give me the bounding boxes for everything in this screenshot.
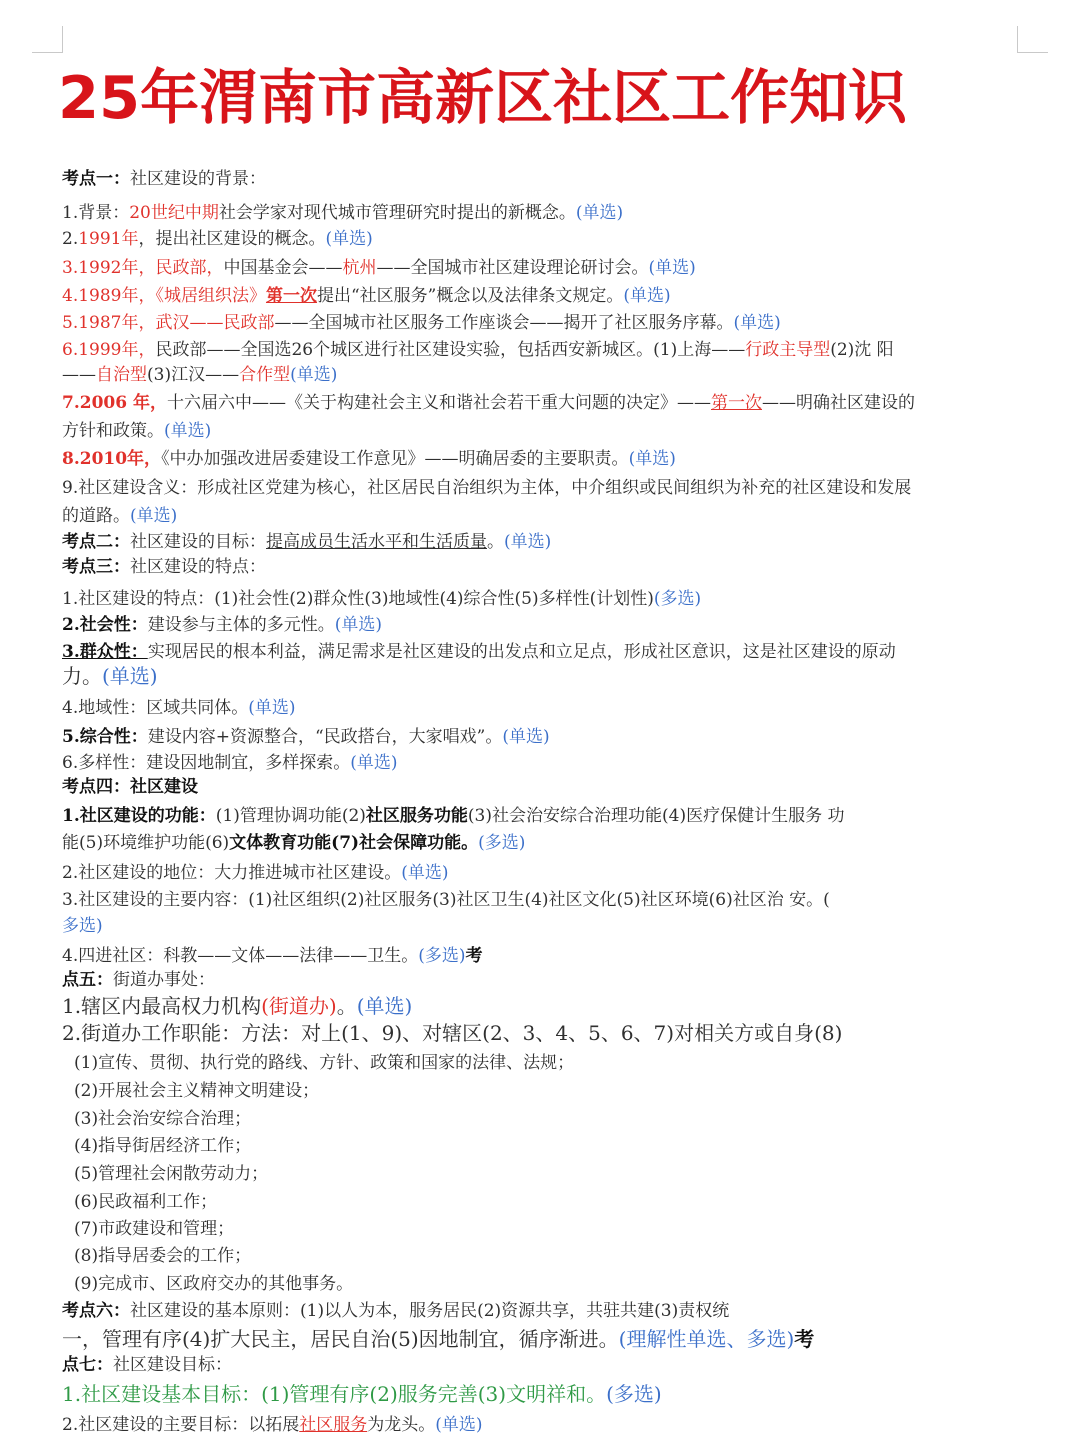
- point-4-4: [62, 943, 1012, 969]
- text: 十六届六中——《关于构建社会主义和谐社会若干重大问题的决定》——: [166, 393, 711, 413]
- text: 民政部——全国选26个城区进行社区建设实验，包括西安新城区。(1)上海——: [155, 340, 746, 360]
- point-1-3: [62, 255, 1012, 281]
- point-3-2: [62, 612, 1012, 638]
- page-corner-mark-right: [1017, 26, 1048, 53]
- section-label: 考点三：: [62, 557, 130, 577]
- point-1-1: [62, 200, 1012, 226]
- section-label: 点七：: [62, 1355, 113, 1375]
- point-4-3-cont: [62, 913, 1012, 939]
- text: (2)沈 阳: [830, 340, 894, 360]
- duty-item: (9)完成市、区政府交办的其他事务。: [74, 1274, 354, 1294]
- tag-single: (单选): [290, 365, 338, 385]
- section-6-cont: [62, 1326, 1012, 1352]
- point-5-1: [62, 993, 1012, 1019]
- section-text: 社区建设的基本原则：(1)以人为本，服务居民(2)资源共享，共驻共建(3)责权统: [130, 1301, 730, 1321]
- text: 2.社区建设的地位：大力推进城市社区建设。: [62, 863, 402, 883]
- highlight: (街道办): [261, 994, 337, 1018]
- point-4-1-cont: [62, 830, 1012, 856]
- tag-single: (单选): [248, 698, 296, 718]
- highlight: 20世纪中期: [129, 203, 219, 223]
- highlight: 3.1992年，民政部，: [62, 258, 224, 278]
- highlight: 自治型: [96, 365, 147, 385]
- highlight: 社区服务: [299, 1415, 368, 1435]
- emphasis: 7.2006 年，: [62, 393, 167, 413]
- text: 能(5)环境维护功能(6): [62, 833, 230, 853]
- highlight: 5.1987年，武汉——民政部: [62, 313, 275, 333]
- term: 1.社区建设的功能：: [62, 806, 216, 826]
- duty-item: (4)指导街居经济工作；: [74, 1136, 252, 1156]
- text: 的道路。: [62, 506, 130, 526]
- section-label: 考点二：: [62, 532, 130, 552]
- tag-single: (单选): [435, 1415, 483, 1435]
- point-1-4: [62, 283, 1012, 309]
- text: 3.社区建设的主要内容：(1)社区组织(2)社区服务(3)社区卫生(4)社区文化(5)社区环境(6)社区治 安。(: [62, 890, 830, 910]
- text: 方针和政策。: [62, 421, 164, 441]
- highlight: 合作型: [239, 365, 291, 385]
- duty-item: (3)社会治安综合治理；: [74, 1109, 252, 1129]
- text: 建设参与主体的多元性。: [147, 615, 335, 635]
- point-4-1: [62, 803, 1012, 829]
- text: (3)江汉——: [147, 365, 240, 385]
- tag-single: (单选): [325, 229, 373, 249]
- page-corner-mark-left: [32, 26, 63, 53]
- tag-single: (单选): [130, 506, 178, 526]
- tag-single: (单选): [502, 727, 550, 747]
- tag-multi: 多选): [62, 916, 103, 936]
- tag-single: (单选): [350, 753, 398, 773]
- term: 5.综合性：: [62, 727, 148, 747]
- term: 社区服务功能: [365, 806, 468, 826]
- text: 社会学家对现代城市管理研究时提出的新概念。: [218, 203, 576, 223]
- tag-single: (单选): [164, 421, 212, 441]
- emphasis: 第一次: [265, 286, 317, 306]
- term: 3.群众性：: [62, 642, 148, 662]
- duty-item: (7)市政建设和管理；: [74, 1219, 235, 1239]
- text: 2.: [62, 229, 79, 249]
- emphasis: 8.2010年，: [62, 449, 162, 469]
- point-1-6-cont: [62, 362, 1012, 388]
- text: 2.街道办工作职能：方法：对上(1、9)、对辖区(2、3、4、5、6、7)对相关方或自身(8): [62, 1021, 843, 1045]
- section-5-heading: [62, 967, 1012, 993]
- text: 1.背景：: [62, 203, 130, 223]
- text: 为龙头。: [367, 1415, 436, 1435]
- section-2-heading: [62, 529, 1012, 555]
- highlight: 杭州: [342, 258, 377, 278]
- tag-single: (单选): [648, 258, 696, 278]
- tag-understanding: (理解性单选、多选): [618, 1327, 795, 1351]
- point-3-4: [62, 695, 1012, 721]
- green-highlight: 1.社区建设基本目标：(1)管理有序(2)服务完善(3)文明祥和。: [62, 1382, 607, 1406]
- section-label: 考点六：: [62, 1301, 130, 1321]
- point-3-5: [62, 724, 1012, 750]
- section-label: 考点四：社区建设: [62, 777, 198, 797]
- highlight: 行政主导型: [745, 340, 831, 360]
- highlight: 6.1999年，: [62, 340, 156, 360]
- section-label: 考点一：: [62, 169, 130, 189]
- text: 9.社区建设含义：形成社区党建为核心，社区居民自治组织为主体，中介组织或民间组织为补充的社区建设和发展: [62, 478, 912, 498]
- text: 1.辖区内最高权力机构: [62, 994, 262, 1018]
- text: 4.地域性：区域共同体。: [62, 698, 249, 718]
- point-1-9-cont: [62, 503, 1012, 529]
- tag-single: (单选): [401, 863, 449, 883]
- text: 1.社区建设的特点：(1)社会性(2)群众性(3)地域性(4)综合性(5)多样性(计划性): [62, 589, 654, 609]
- tag-single: (单选): [102, 664, 158, 688]
- text: 中国基金会——: [223, 258, 343, 278]
- point-3-6: [62, 750, 1012, 776]
- text: 力。: [62, 664, 102, 688]
- text: (1)管理协调功能(2): [215, 806, 366, 826]
- section-label: 点五：: [62, 970, 113, 990]
- tag-multi: (多选): [653, 589, 702, 609]
- tag-multi: (多选): [418, 946, 466, 966]
- text: 2.社区建设的主要目标：以拓展: [62, 1415, 300, 1435]
- page-title: 25年渭南市高新区社区工作知识: [58, 63, 908, 132]
- duty-item: (2)开展社会主义精神文明建设；: [74, 1081, 320, 1101]
- section-text: 社区建设的特点：: [130, 557, 266, 577]
- tag-single: (单选): [623, 286, 671, 306]
- section-7-heading: [62, 1352, 1012, 1378]
- point-1-6: [62, 337, 1012, 363]
- section-6-heading: [62, 1298, 1012, 1324]
- duty-item: (5)管理社会闲散劳动力；: [74, 1164, 269, 1184]
- term: 文体教育功能(7)社会保障功能。: [229, 833, 479, 853]
- point-4-3: [62, 887, 1012, 913]
- section-3-heading: [62, 554, 1012, 580]
- point-4-2: [62, 860, 1012, 886]
- tag-single: (单选): [334, 615, 383, 635]
- point-7-2: [62, 1412, 1012, 1438]
- section-text: 社区建设目标：: [113, 1355, 232, 1375]
- duty-item: (8)指导居委会的工作；: [74, 1246, 252, 1266]
- text: 一，管理有序(4)扩大民主，居民自治(5)因地制宜，循序渐进。: [62, 1327, 619, 1351]
- highlight: 4.1989年，《城居组织法》: [62, 286, 266, 306]
- underlined-goal: 提高成员生活水平和生活质量: [266, 532, 487, 552]
- duty-item: (6)民政福利工作；: [74, 1192, 218, 1212]
- text: ——全国城市社区建设理论研讨会。: [376, 258, 649, 278]
- text: ——: [62, 365, 96, 385]
- text: 4.四进社区：科教——文体——法律——卫生。: [62, 946, 419, 966]
- highlight: 第一次: [710, 393, 762, 413]
- text: 。: [487, 532, 504, 552]
- point-1-2: [62, 226, 1012, 252]
- tag-multi: (多选): [478, 833, 526, 853]
- duty-item: (1)宣传、贯彻、执行党的路线、方针、政策和国家的法律、法规；: [74, 1053, 575, 1073]
- point-1-8: [62, 446, 1012, 472]
- tag-single: (单选): [733, 313, 781, 333]
- point-1-9: [62, 475, 1012, 501]
- point-7-1: [62, 1381, 1012, 1407]
- section-1-heading: [62, 166, 1012, 192]
- text: 提出“社区服务”概念以及法律条文规定。: [316, 286, 624, 306]
- text: 。: [336, 994, 357, 1018]
- point-1-5: [62, 310, 1012, 336]
- text: 建设内容+资源整合，“民政搭台，大家唱戏”。: [147, 727, 503, 747]
- point-1-7-cont: [62, 418, 1012, 444]
- text: 实现居民的根本利益，满足需求是社区建设的出发点和立足点，形成社区意识，这是社区建设的原动: [147, 642, 896, 662]
- text: 6.多样性：建设因地制宜，多样探索。: [62, 753, 351, 773]
- text: (3)社会治安综合治理功能(4)医疗保健计生服务 功: [467, 806, 845, 826]
- text: ——全国城市社区服务工作座谈会——揭开了社区服务序幕。: [274, 313, 734, 333]
- tag-single: (单选): [504, 532, 552, 552]
- tag-single: (单选): [356, 994, 413, 1018]
- text: ——明确社区建设的: [761, 393, 915, 413]
- point-3-3-cont: [62, 663, 1012, 689]
- section-text: 社区建设的背景：: [130, 169, 266, 189]
- text: ，提出社区建设的概念。: [138, 229, 326, 249]
- section-text: 街道办事处：: [113, 970, 215, 990]
- term: 2.社会性：: [62, 615, 148, 635]
- point-5-2: [62, 1020, 1012, 1046]
- section-text: 社区建设的目标：: [130, 532, 266, 552]
- term: 考: [465, 946, 483, 966]
- point-3-3: [62, 639, 1012, 665]
- tag-single: (单选): [575, 203, 624, 223]
- point-1-7: [62, 390, 1012, 416]
- section-4-heading: [62, 774, 1012, 800]
- highlight: 1991年: [78, 229, 139, 249]
- point-3-1: [62, 586, 1012, 612]
- text: 《中办加强改进居委建设工作意见》——明确居委的主要职责。: [161, 449, 629, 469]
- tag-single: (单选): [628, 449, 676, 469]
- term: 考: [794, 1327, 815, 1351]
- tag-multi: (多选): [606, 1382, 662, 1406]
